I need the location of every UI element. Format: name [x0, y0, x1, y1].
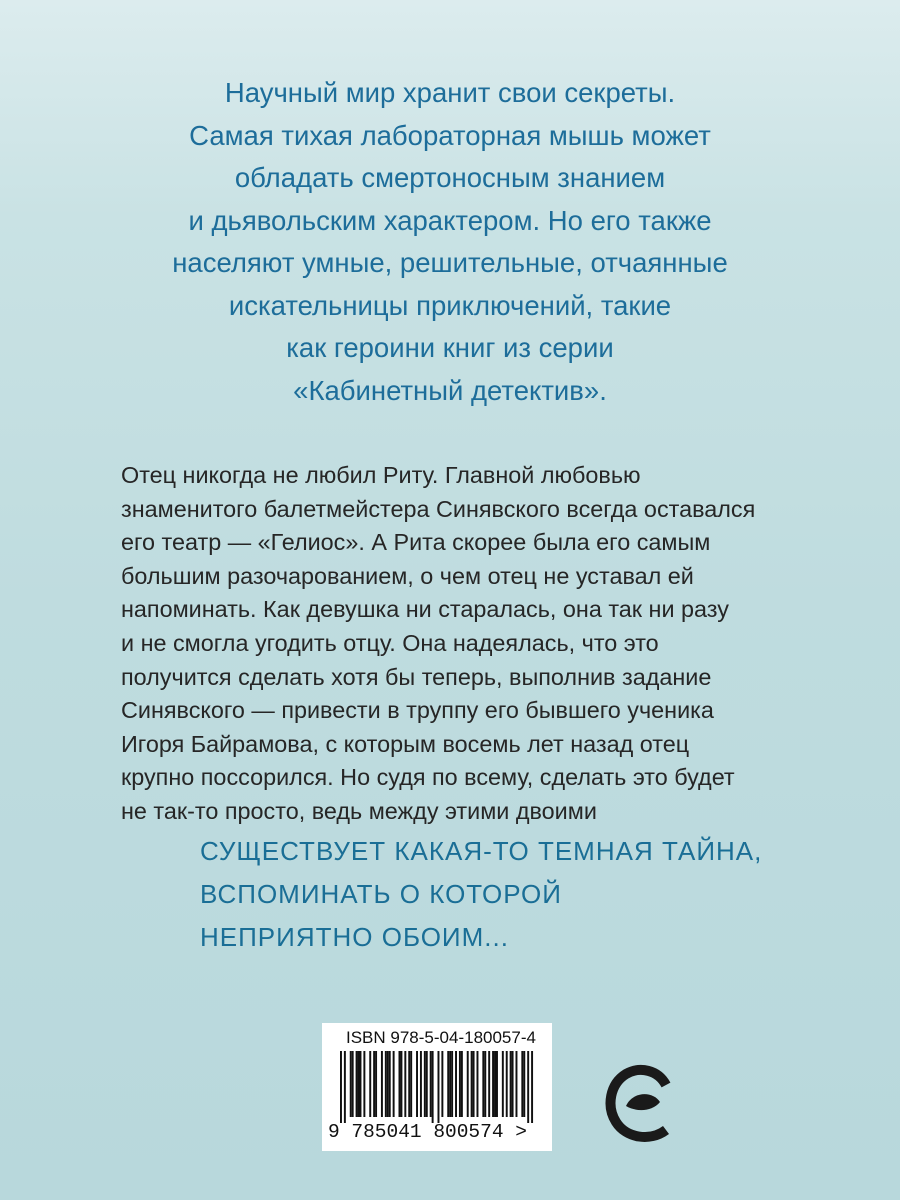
publisher-logo-icon	[602, 1058, 682, 1148]
barcode-bar	[387, 1051, 389, 1117]
isbn-label: ISBN 978-5-04-180057-4	[346, 1028, 536, 1047]
barcode-digits: 9 785041 800574 >	[328, 1121, 527, 1143]
barcode-bar	[496, 1051, 498, 1117]
barcode-bar	[441, 1051, 443, 1117]
barcode-bar	[416, 1051, 418, 1117]
annotation-line: большим разочарованием, о чем отец не уставал ей	[121, 562, 694, 589]
barcode-bar	[506, 1051, 508, 1117]
intro-line: Самая тихая лабораторная мышь может	[189, 119, 711, 151]
barcode-bar	[471, 1051, 473, 1117]
barcode-bar	[449, 1051, 451, 1117]
barcode-bar	[502, 1051, 504, 1117]
barcode-bar	[408, 1051, 410, 1117]
teaser-line: ВСПОМИНАТЬ О КОТОРОЙ	[200, 879, 562, 909]
barcode-bar	[492, 1051, 494, 1117]
barcode-bar	[482, 1051, 484, 1117]
barcode-bar	[373, 1051, 375, 1117]
barcode-bar	[410, 1051, 412, 1117]
barcode-bars	[322, 1051, 552, 1123]
barcode-bar	[521, 1051, 523, 1117]
annotation-line: Отец никогда не любил Риту. Главной любовью	[121, 462, 641, 488]
intro-line: Научный мир хранит свои секреты.	[224, 77, 676, 108]
barcode-bar	[363, 1051, 365, 1117]
barcode-bar	[447, 1051, 449, 1117]
barcode-bar	[420, 1051, 422, 1117]
teaser-line: НЕПРИЯТНО ОБОИМ...	[200, 922, 509, 952]
intro-line: искательницы приключений, такие	[228, 289, 672, 321]
barcode-bar	[438, 1051, 440, 1123]
barcode-bar	[393, 1051, 395, 1117]
barcode-bar	[350, 1051, 352, 1117]
barcode-bar	[385, 1051, 387, 1117]
intro-line: и дьявольским характером. Но его также	[188, 204, 712, 236]
barcode-bar	[484, 1051, 486, 1117]
barcode-bar	[352, 1051, 354, 1117]
teaser-line: СУЩЕСТВУЕТ КАКАЯ-ТО ТЕМНАЯ ТАЙНА,	[200, 836, 763, 866]
barcode-bar	[477, 1051, 479, 1117]
barcode-bar	[430, 1051, 432, 1117]
annotation-line: Синявского — привести в труппу его бывшего ученика	[121, 697, 714, 724]
isbn-barcode	[322, 1023, 552, 1151]
barcode-bar	[473, 1051, 475, 1117]
barcode-bar	[344, 1051, 346, 1123]
series-intro	[90, 72, 810, 412]
barcode-bar	[461, 1051, 463, 1117]
barcode-bar	[424, 1051, 426, 1117]
barcode-bar	[369, 1051, 371, 1117]
teaser-text	[200, 830, 800, 959]
barcode-bar	[531, 1051, 533, 1123]
barcode-bar	[512, 1051, 514, 1117]
barcode-bar	[340, 1051, 342, 1123]
book-annotation	[121, 459, 801, 829]
intro-line: населяют умные, решительные, отчаянные	[172, 247, 728, 278]
annotation-line: крупно поссорился. Но судя по всему, сделать это будет	[121, 764, 735, 791]
annotation-line: напоминать. Как девушка ни старалась, она так ни разу	[121, 596, 729, 623]
barcode-bar	[455, 1051, 457, 1117]
annotation-line: Игоря Байрамова, с которым восемь лет назад отец	[121, 730, 690, 757]
barcode-bar	[432, 1051, 434, 1123]
barcode-bar	[516, 1051, 518, 1117]
barcode-bar	[404, 1051, 406, 1117]
annotation-line: и не смогла угодить отцу. Она надеялась, что это	[121, 629, 659, 656]
annotation-line: получится сделать хотя бы теперь, выполнив задание	[121, 663, 712, 690]
barcode-bar	[399, 1051, 401, 1117]
barcode-bar	[488, 1051, 490, 1117]
barcode-bar	[360, 1051, 362, 1117]
intro-line: «Кабинетный детектив».	[293, 374, 607, 406]
barcode-bar	[356, 1051, 358, 1117]
annotation-line: не так-то просто, ведь между этими двоими	[121, 797, 597, 824]
barcode-bar	[527, 1051, 529, 1123]
annotation-line: его театр — «Гелиос». А Рита скорее была его самым	[121, 529, 711, 556]
barcode-bar	[510, 1051, 512, 1117]
barcode-bar	[400, 1051, 402, 1117]
annotation-line: знаменитого балетмейстера Синявского всегда оставался	[121, 495, 756, 522]
barcode-bar	[358, 1051, 360, 1117]
barcode-bar	[426, 1051, 428, 1117]
barcode-bar	[389, 1051, 391, 1117]
barcode-bar	[523, 1051, 525, 1117]
intro-line: как героини книг из серии	[286, 332, 614, 363]
barcode-bar	[467, 1051, 469, 1117]
barcode-bar	[451, 1051, 453, 1117]
barcode-bar	[375, 1051, 377, 1117]
intro-line: обладать смертоносным знанием	[234, 162, 666, 193]
barcode-bar	[494, 1051, 496, 1117]
barcode-bar	[459, 1051, 461, 1117]
barcode-bar	[381, 1051, 383, 1117]
